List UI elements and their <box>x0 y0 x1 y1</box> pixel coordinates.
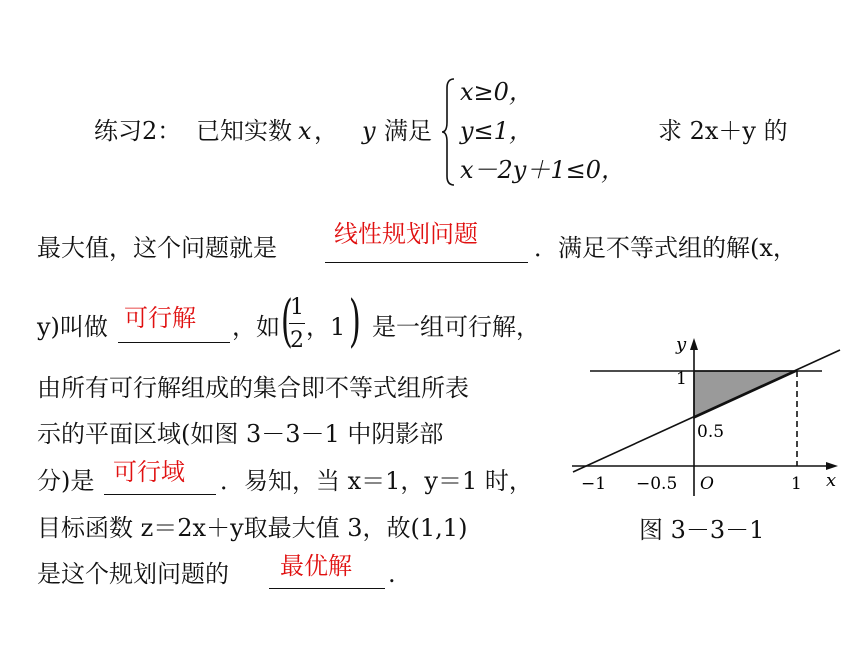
y-axis-arrow-icon <box>690 338 698 350</box>
line5-text: 示的平面区域(如图 3－3－1 中阴影部 <box>37 420 444 448</box>
origin-label: O <box>700 474 714 494</box>
condition-1: x≥0， <box>460 78 533 106</box>
axis-x-label: x <box>826 470 837 491</box>
line3-text-a: y)叫做 <box>37 313 108 341</box>
condition-2: y≤1， <box>460 117 533 145</box>
x-axis-arrow-icon <box>826 462 838 470</box>
line-x-minus-2y-plus-1 <box>573 350 840 472</box>
answer1-text: 线性规划问题 <box>334 220 478 248</box>
fraction-numerator: 1 <box>290 295 304 320</box>
line2-text-a: 最大值，这个问题就是 <box>37 234 277 262</box>
paren-left: ( <box>280 289 293 354</box>
answer3-text: 可行域 <box>113 458 185 486</box>
problem-text-a: 已知实数 <box>196 117 292 145</box>
answer2-text: 可行解 <box>124 304 196 332</box>
pair-rest: ，1 <box>306 313 346 341</box>
question-text: 求 2x＋y 的 <box>658 117 788 145</box>
exercise-label: 练习2： <box>94 117 182 145</box>
line7-text: 目标函数 z＝2x＋y取最大值 3，故(1,1) <box>37 514 468 542</box>
line4-text: 由所有可行解组成的集合即不等式组所表 <box>37 374 469 402</box>
var-x: x <box>298 117 312 145</box>
tick-x-neg0-5: −0.5 <box>636 474 678 494</box>
answer4-text: 最优解 <box>280 552 352 580</box>
line2-text-b: ．满足不等式组的解(x， <box>534 234 797 262</box>
line6-text-a: 分)是 <box>37 467 95 495</box>
figure-caption: 图 3－3－1 <box>639 516 765 544</box>
line6-text-b: ．易知，当 x＝1，y＝1 时， <box>220 467 533 495</box>
var-y: y <box>362 117 376 145</box>
tick-x-neg1: −1 <box>581 474 607 494</box>
line3-text-c: 是一组可行解， <box>372 313 540 341</box>
tick-x-1: 1 <box>791 474 802 494</box>
line8-text-b: . <box>388 560 396 588</box>
axis-y-label: y <box>676 334 687 355</box>
paren-right: ) <box>348 289 361 354</box>
fraction-denominator: 2 <box>290 328 304 353</box>
line3-text-b: ，如 <box>232 313 280 341</box>
comma: ， <box>314 117 338 145</box>
line8-text-a: 是这个规划问题的 <box>37 560 229 588</box>
satisfy-text: 满足 <box>384 117 432 145</box>
condition-3: x－2y＋1≤0， <box>460 156 626 184</box>
tick-y-0-5: 0.5 <box>697 422 725 442</box>
tick-y-1: 1 <box>676 369 687 389</box>
